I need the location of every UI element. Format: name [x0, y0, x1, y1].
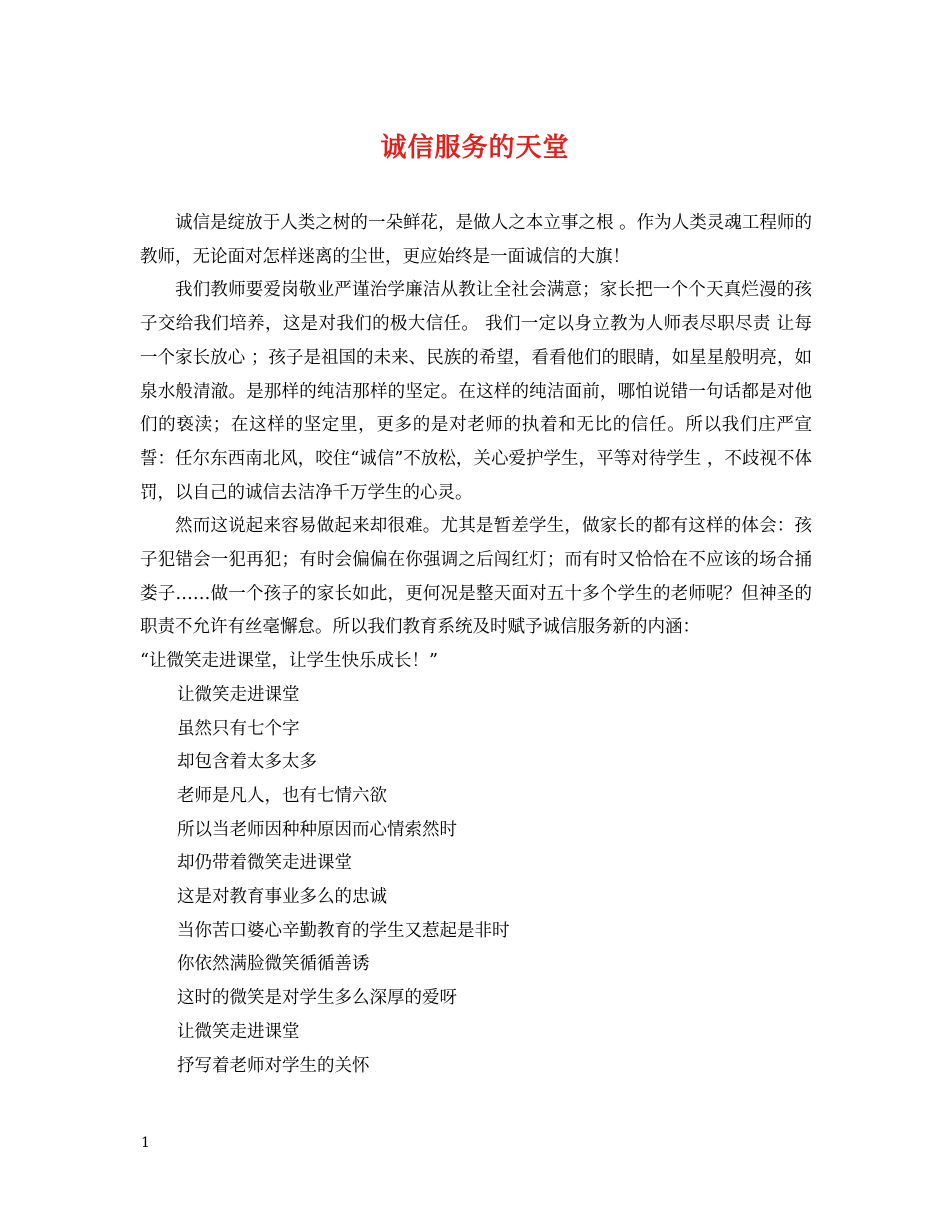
poem-line: 抒写着老师对学生的关怀 [177, 1055, 370, 1076]
paragraph-1: 诚信是绽放于人类之树的一朵鲜花，是做人之本立事之根 。作为人类灵魂工程师的教师，无论面对怎样迷离的尘世，更应始终是一面诚信的大旗！ [140, 213, 812, 267]
poem-line: 却包含着太多太多 [177, 752, 317, 773]
page-number: 1 [141, 1135, 150, 1151]
poem-line: 当你苦口婆心辛勤教育的学生又惹起是非时 [177, 920, 510, 941]
poem-line: 让微笑走进课堂 [177, 684, 300, 705]
slogan-quote: “让微笑走进课堂，让学生快乐成长！” [140, 651, 438, 672]
poem-line: 让微笑走进课堂 [177, 1021, 300, 1042]
poem-line: 这是对教育事业多么的忠诚 [177, 887, 387, 908]
poem-line: 这时的微笑是对学生多么深厚的爱呀 [177, 988, 457, 1009]
paragraph-2: 我们教师要爱岗敬业严谨治学廉洁从教让全社会满意；家长把一个个天真烂漫的孩子交给我们培养，这是对我们的极大信任。 我们一定以身立教为人师表尽职尽责 让每一个家长放心 ；孩子是祖国的未来、民族的希望，看看他们的眼睛，如星星般明亮，如泉水般清澈。是那样的纯洁那样的坚定。在这样的纯洁面前，哪怕说错一句话都是对他们的亵渎；在这样的坚定里，更多的是对老师的执着和无比的信任。所以我们庄严宣誓：任尔东西南北风，咬住“诚信”不放松，关心爱护学生，平等对待学生 ，不歧视不体罚，以自己的诚信去洁净千万学生的心灵。 [140, 280, 812, 503]
document-title: 诚信服务的天堂 [380, 133, 570, 163]
paragraph-3: 然而这说起来容易做起来却很难。尤其是暂差学生，做家长的都有这样的体会：孩子犯错会一犯再犯；有时会偏偏在你强调之后闯红灯；而有时又恰恰在不应该的场合捅娄子……做一个孩子的家长如此，更何况是整天面对五十多个学生的老师呢？但神圣的职责不允许有丝毫懈怠。所以我们教育系统及时赋予诚信服务新的内涵： [140, 516, 812, 638]
poem-line: 老师是凡人，也有七情六欲 [177, 785, 387, 806]
poem [140, 679, 812, 1083]
document-body [140, 207, 812, 1083]
poem-line: 虽然只有七个字 [177, 718, 300, 739]
poem-line: 却仍带着微笑走进课堂 [177, 853, 352, 874]
poem-line: 你依然满脸微笑循循善诱 [177, 954, 370, 975]
poem-line: 所以当老师因种种原因而心情索然时 [177, 819, 457, 840]
